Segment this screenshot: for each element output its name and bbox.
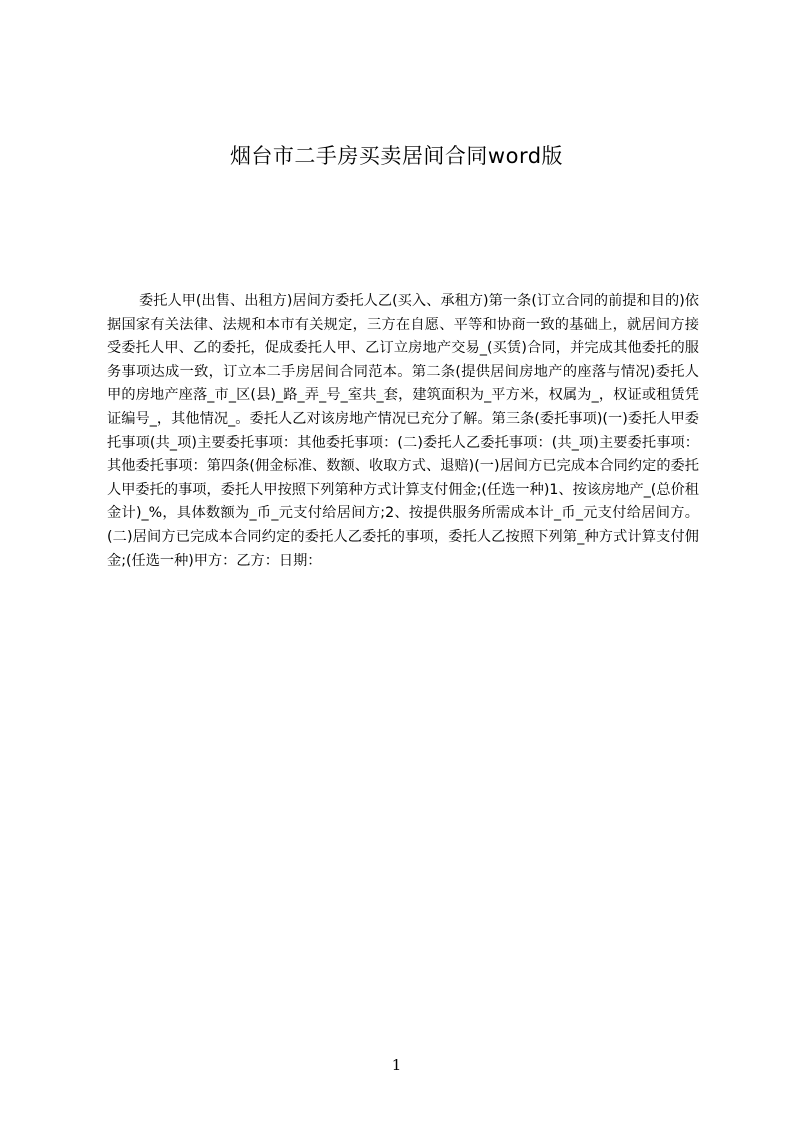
page-number: 1 xyxy=(391,1056,402,1074)
contract-body-paragraph: 委托人甲(出售、出租方)居间方委托人乙(买入、承租方)第一条(订立合同的前提和目的)依据国家有关法律、法规和本市有关规定，三方在自愿、平等和协商一致的基础上，就居间方接受委托人甲、乙的委托，促成委托人甲、乙订立房地产交易_(买赁)合同，并完成其他委托的服务事项达成一致，订立本二手房居间合同范本。第二条(提供居间房地产的座落与情况)委托人甲的房地产座落_市_区(县)_路_弄_号_室共_套，建筑面积为_平方米，权属为_，权证或租赁凭证编号_，其他情况_。委托人乙对该房地产情况已充分了解。第三条(委托事项)(一)委托人甲委托事项(共_项)主要委托事项：其他委托事项：(二)委托人乙委托事项：(共_项)主要委托事项：其他委托事项：第四条(佣金标准、数额、收取方式、退赔)(一)居间方已完成本合同约定的委托人甲委托的事项，委托人甲按照下列第种方式计算支付佣金;(任选一种)1、按该房地产_(总价租金计)_%，具体数额为_币_元支付给居间方;2、按提供服务所需成本计_币_元支付给居间方。(二)居间方已完成本合同约定的委托人乙委托的事项，委托人乙按照下列第_种方式计算支付佣金;(任选一种)甲方：乙方：日期： xyxy=(107,293,699,569)
document-title: 烟台市二手房买卖居间合同word版 xyxy=(229,144,564,168)
